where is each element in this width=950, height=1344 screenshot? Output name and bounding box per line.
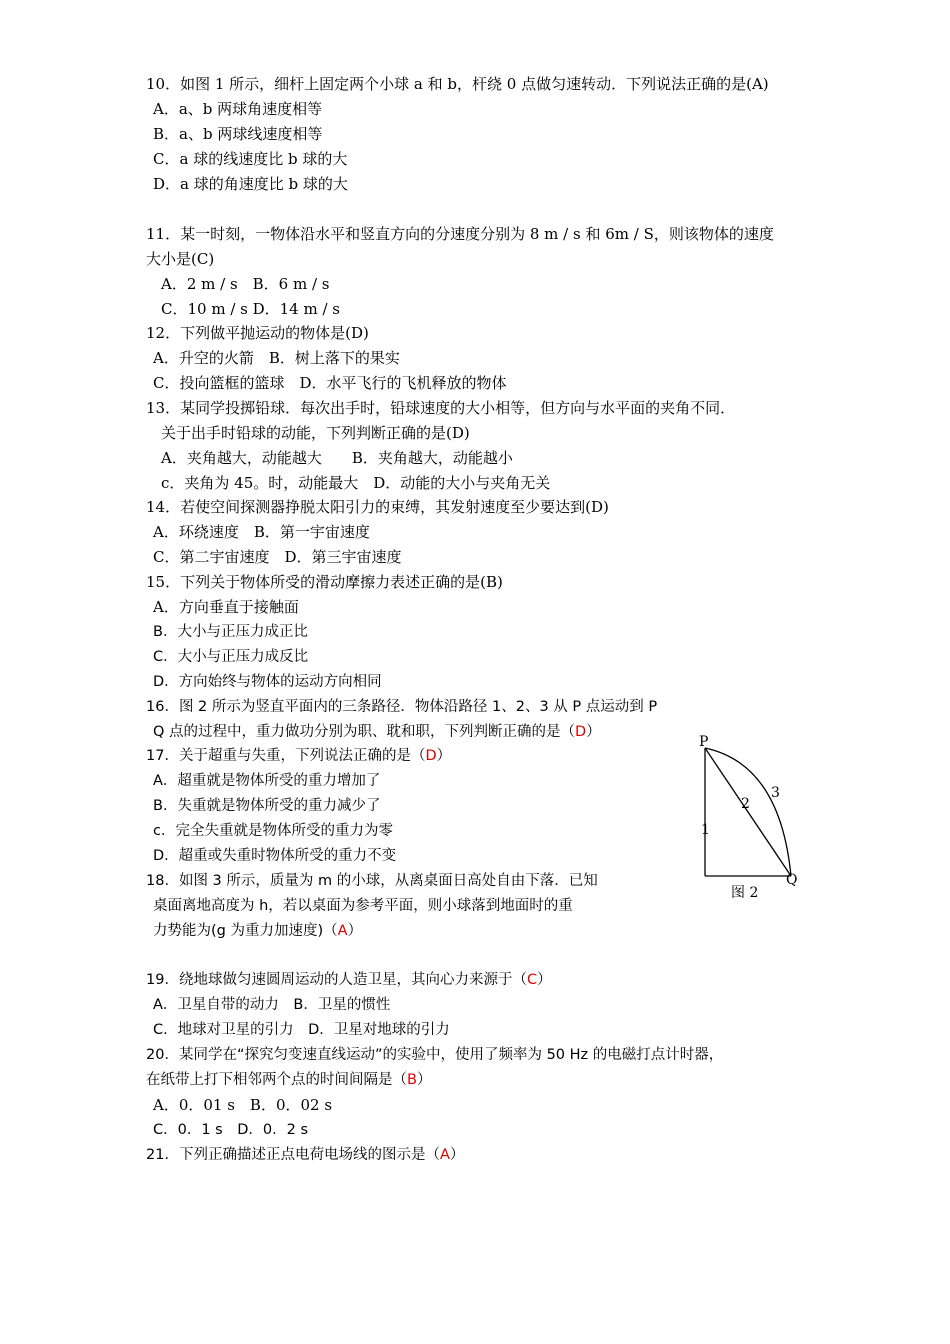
q19-options-ab: A．卫星自带的动力 B．卫星的惯性 <box>153 997 391 1013</box>
q13-stem-line2: 关于出手时铅球的动能，下列判断正确的是(D) <box>161 424 470 442</box>
q17-option-a: A．超重就是物体所受的重力增加了 <box>153 773 381 789</box>
q14-options-ab: A．环绕速度 B．第一宇宙速度 <box>153 523 370 541</box>
q17-answer: D <box>425 748 437 764</box>
q13-options-cd: c．夹角为 45。时，动能最大 D．动能的大小与夹角无关 <box>161 474 551 492</box>
q17-option-d: D．超重或失重时物体所受的重力不变 <box>153 848 397 864</box>
q12-options-ab: A．升空的火箭 B．树上落下的果实 <box>153 349 400 367</box>
path-1-label: 1 <box>701 822 710 838</box>
q12-stem: 12．下列做平抛运动的物体是(D) <box>146 324 369 342</box>
path-3-label: 3 <box>771 785 780 801</box>
point-q-label: Q <box>786 872 798 888</box>
q18-stem-line2: 桌面离地高度为 h，若以桌面为参考平面，则小球落到地面时的重 <box>153 898 573 914</box>
q20-answer: B <box>407 1072 417 1088</box>
q20-stem-line1: 20．某同学在“探究匀变速直线运动”的实验中，使用了频率为 50 Hz 的电磁打点计时器， <box>146 1047 724 1063</box>
q21-stem: 21．下列正确描述正点电荷电场线的图示是（A） <box>146 1147 465 1163</box>
q19-stem: 19．绕地球做匀速圆周运动的人造卫星，其向心力来源于（C） <box>146 972 552 988</box>
q20-stem-line2: 在纸带上打下相邻两个点的时间间隔是（B） <box>146 1072 432 1088</box>
q18-answer: A <box>337 923 348 939</box>
q16-stem-line1: 16．图 2 所示为竖直平面内的三条路径．物体沿路径 1、2、3 从 P 点运动到 P <box>146 699 658 715</box>
q15-option-a: A．方向垂直于接触面 <box>153 598 299 616</box>
q16-answer: D <box>575 724 587 740</box>
q21-answer: A <box>439 1147 450 1163</box>
q10-option-c: C．a 球的线速度比 b 球的大 <box>153 150 348 168</box>
q14-options-cd: C．第二宇宙速度 D．第三宇宙速度 <box>153 548 402 566</box>
path-2-straight <box>705 748 791 876</box>
q15-option-b: B．大小与正压力成正比 <box>153 624 308 640</box>
q14-stem: 14．若使空间探测器挣脱太阳引力的束缚，其发射速度至少要达到(D) <box>146 498 609 516</box>
q11-options-ab: A．2 m / s B．6 m / s <box>161 275 330 293</box>
q10-stem: 10．如图 1 所示，细杆上固定两个小球 a 和 b，杆绕 0 点做匀速转动．下列说法正确的是(A) <box>146 75 769 93</box>
q10-option-a: A．a、b 两球角速度相等 <box>153 100 323 118</box>
q15-stem: 15．下列关于物体所受的滑动摩擦力表述正确的是(B) <box>146 573 503 591</box>
q18-stem-line3: 力势能为(g 为重力加速度)（A） <box>153 923 363 939</box>
q11-stem-line1: 11．某一时刻，一物体沿水平和竖直方向的分速度分别为 8 m / s 和 6m / S，则该物体的速度 <box>146 225 774 243</box>
figure-2 <box>695 734 815 909</box>
q17-stem: 17．关于超重与失重，下列说法正确的是（D） <box>146 748 452 764</box>
q20-options-cd: C．0．1 s D．0．2 s <box>153 1122 309 1138</box>
q19-answer: C <box>526 972 538 988</box>
q18-stem-line1: 18．如图 3 所示，质量为 m 的小球，从离桌面日高处自由下落．已知 <box>146 873 598 889</box>
q13-stem-line1: 13．某同学投掷铅球．每次出手时，铅球速度的大小相等，但方向与水平面的夹角不同． <box>146 399 736 417</box>
point-p-label: P <box>699 734 709 750</box>
q12-options-cd: C．投向篮框的篮球 D．水平飞行的飞机释放的物体 <box>153 374 507 392</box>
q13-options-ab: A．夹角越大，动能越大 B．夹角越大，动能越小 <box>161 449 513 467</box>
q11-options-cd: C．10 m / s D．14 m / s <box>161 300 341 318</box>
q19-options-cd: C．地球对卫星的引力 D．卫星对地球的引力 <box>153 1022 450 1038</box>
q15-option-d: D．方向始终与物体的运动方向相同 <box>153 674 382 690</box>
q17-option-b: B．失重就是物体所受的重力减少了 <box>153 798 381 814</box>
q10-option-d: D．a 球的角速度比 b 球的大 <box>153 175 348 193</box>
q10-option-b: B．a、b 两球线速度相等 <box>153 125 323 143</box>
q16-stem-line2: Q 点的过程中，重力做功分别为职、耽和职，下列判断正确的是（D） <box>153 724 601 740</box>
q15-option-c: C．大小与正压力成反比 <box>153 649 309 665</box>
q20-options-ab: A．0．01 s B．0．02 s <box>153 1096 333 1114</box>
path-2-label: 2 <box>741 796 750 812</box>
q11-stem-line2: 大小是(C) <box>146 250 215 268</box>
figure-2-caption: 图 2 <box>731 885 759 901</box>
q17-option-c: c．完全失重就是物体所受的重力为零 <box>153 823 393 839</box>
